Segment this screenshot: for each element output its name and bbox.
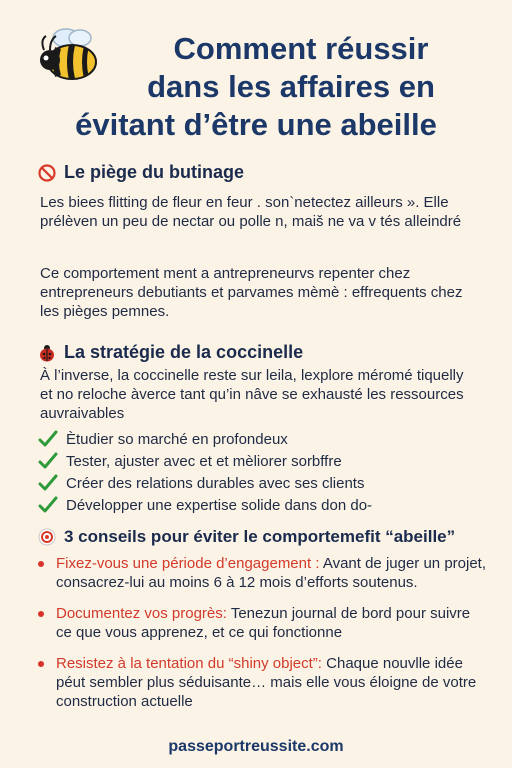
section-heading-text: La stratégie de la coccinelle <box>64 342 304 362</box>
no-entry-icon <box>38 164 56 182</box>
tip-body: Tenezun journal de bord pour suivre ce que vous apprenez, et ce qui fonctionne <box>56 605 471 641</box>
footer-site[interactable]: passeportreussite.com <box>168 738 344 755</box>
section-heading-text: Le piège du butinage <box>64 162 245 182</box>
header <box>0 0 512 150</box>
list-item <box>38 428 478 450</box>
bullet-icon <box>38 611 44 617</box>
bullet-icon <box>38 661 44 667</box>
target-icon <box>38 528 56 546</box>
coccinelle-paragraph: À l’inverse, la coccinelle reste sur leila, lexplore méromé tiquelly et no reloche àverce tant qu’in nâve se exhausté les ressources auvraivables <box>40 367 464 422</box>
section-heading-butinage <box>38 162 244 183</box>
butinage-paragraph-2: Ce comportement ment a antrepreneurvs repenter chez entrepreneurs debutiants et parvames mèmè : effrequents chez les pièges pemnes. <box>40 265 463 320</box>
list-item <box>38 604 488 642</box>
bullet-icon <box>38 561 44 567</box>
tip-body: Chaque nouvlle idée péut sembler plus séduisante… mais elle vous éloigne de votre construction actuelle <box>56 655 477 710</box>
check-icon <box>38 496 58 514</box>
title-line-3: évitant d’être une abeille <box>75 107 437 142</box>
check-label: Créer des relations durables avec ses clients <box>66 474 365 492</box>
list-item <box>38 554 488 592</box>
tip-text <box>56 654 488 711</box>
check-icon <box>38 452 58 470</box>
section-heading-conseils <box>38 527 455 547</box>
check-icon <box>38 430 58 448</box>
check-label: Ètudier so marché en profondeux <box>66 430 288 448</box>
tip-text <box>56 604 488 642</box>
check-label: Tester, ajuster avec et et mèliorer sorbffre <box>66 452 342 470</box>
list-item <box>38 450 478 472</box>
list-item <box>38 494 478 516</box>
section-heading-coccinelle <box>38 342 303 363</box>
check-icon <box>38 474 58 492</box>
ladybug-icon <box>38 344 56 362</box>
tip-body: Avant de juger un projet, consacrez-lui au moins 6 à 12 mois d’efforts soutenus. <box>56 555 487 591</box>
list-item <box>38 472 478 494</box>
tip-text <box>56 554 488 592</box>
check-label: Développer une expertise solide dans don do- <box>66 496 373 514</box>
title-line-2: dans les affaires en <box>147 69 435 104</box>
section-heading-text: 3 conseils pour éviter le comportemefit “abeille” <box>64 527 456 546</box>
checklist <box>38 428 478 516</box>
list-item <box>38 654 488 711</box>
butinage-paragraph-1: Les biees flitting de fleur en feur . son`netectez ailleurs ». Elle prélèven un peu de nectar ou polle n, maiš ne va v tés alleindré <box>40 194 462 230</box>
tips-list <box>38 554 488 723</box>
page-title <box>0 30 512 144</box>
title-line-1: Comment réussir <box>173 31 429 66</box>
tip-highlight: Fixez-vous une période d’engagement : <box>56 555 320 572</box>
tip-highlight: Resistez à la tentation du “shiny object”: <box>56 655 322 672</box>
tip-highlight: Documentez vos progrès: <box>56 605 227 622</box>
